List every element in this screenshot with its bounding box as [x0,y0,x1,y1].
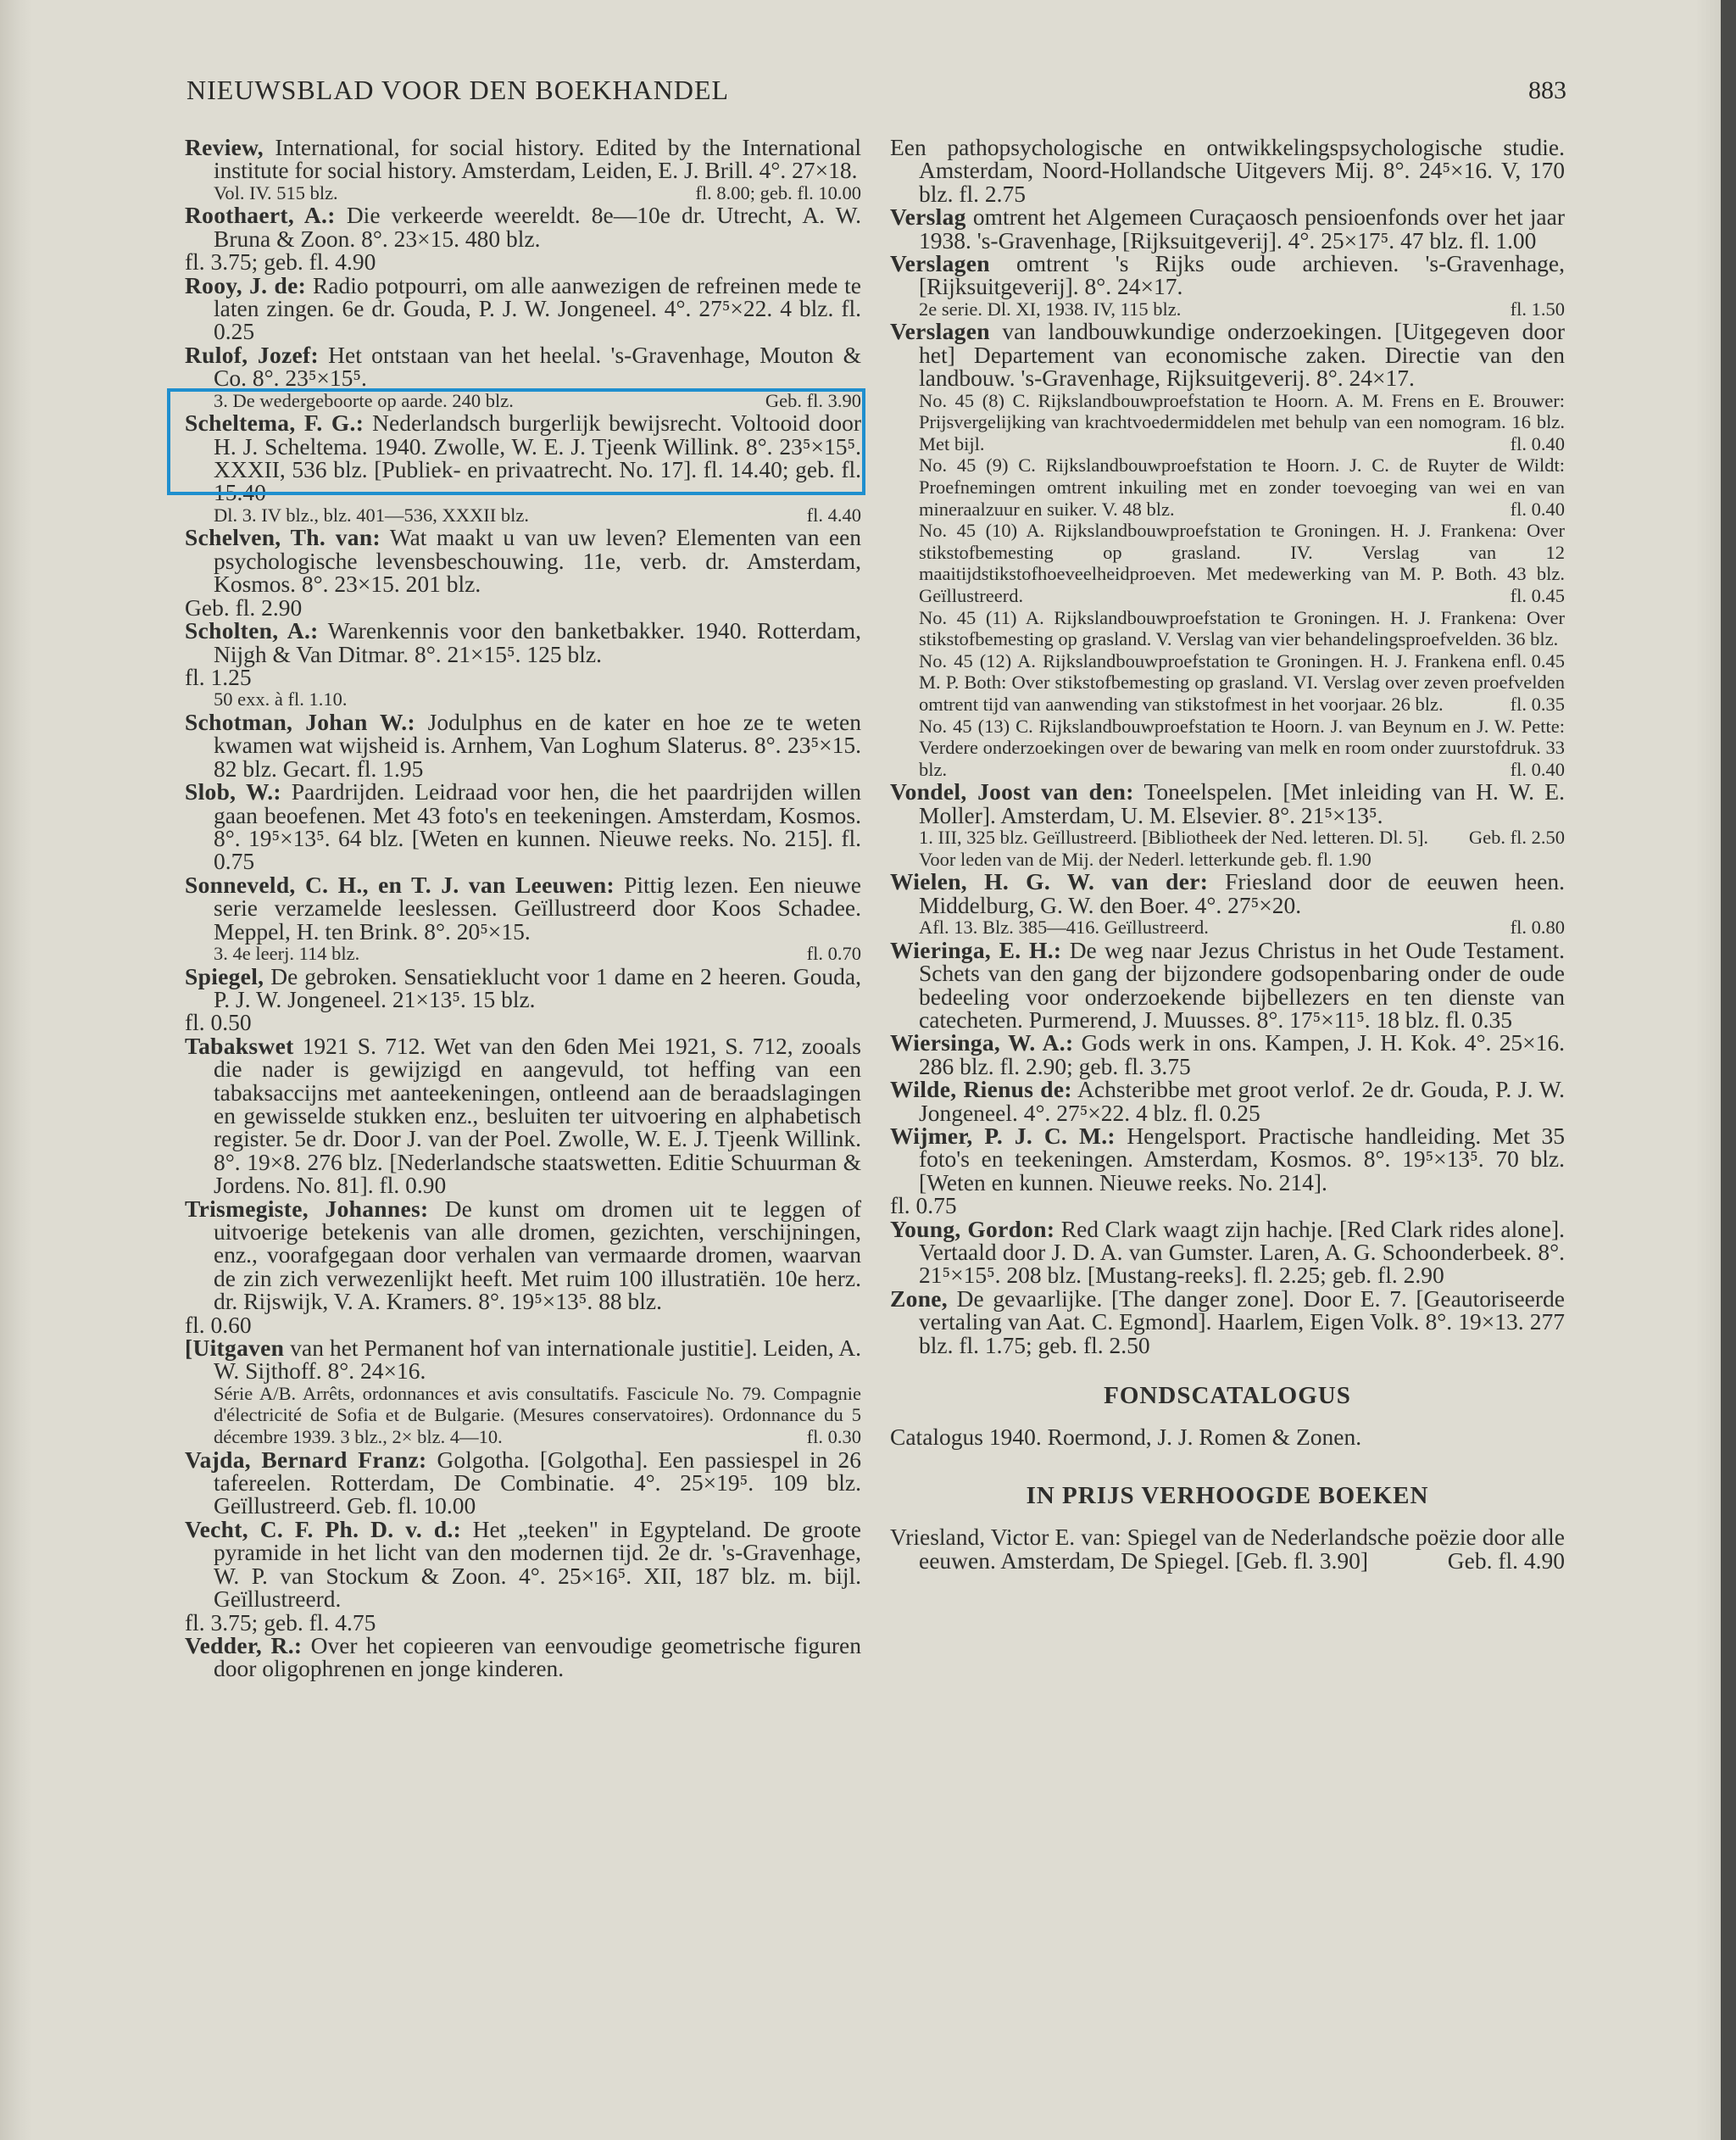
entry-text [890,318,1566,392]
entry-price: fl. 1.25 [185,663,252,690]
entry-description: Pittig lezen. Een nieuwe serie verzamelde leeslessen. Geïllustreerd door Koos Schadee. Meppel, H. ten Brink. 8°. 20⁵×15. [214,871,862,945]
catalogue-entry [185,619,861,711]
entry-text [890,1215,1565,1289]
note-text: Afl. 13. Blz. 385—416. Geïllustreerd. [919,917,1209,939]
note-price: fl. 1.50 [1510,298,1565,320]
entry-description: De gevaarlijke. [The danger zone]. Door E. 7. [Geautoriseerde vertaling van Aat. C. Egmond]. Haarlem, Eigen Volk. 8°. 19×13. 277 blz. fl. 1.75; geb. fl. 2.50 [919,1285,1565,1358]
entry-description: Hengelsport. Practische handleiding. Met 35 foto's en teekeningen. Amsterdam, Kosmos. 8°. 19⁵×13⁵. 70 blz. [Weten en kunnen. Nieuwe reeks. No. 214]. [919,1123,1565,1195]
catalogue-entry [185,202,861,276]
entry-note [185,182,861,204]
entry-description: Jodulphus en de kater en hoe ze te weten kwamen wat wijsheid is. Arnhem, Van Loghum Slaterus. 8°. 23⁵×15. 82 blz. Gecart. fl. 1.95 [214,708,862,782]
entry-author: Vecht, C. F. Ph. D. v. d.: [185,1515,462,1542]
catalogue-entry [185,873,861,965]
entry-description: Wat maakt u van uw leven? Elementen van een psychologische levensbeschouwing. 11e, verb. dr. Amsterdam, Kosmos. 8°. 23×15. 201 blz. [214,524,861,598]
entry-description: De kunst om dromen uit te leggen of uitvoerige betekenis van alle dromen, gezichten, verschijningen, enz., voorafgegaan door verhalen van vermaarde dromen, waarvan de zin zich verwezenlijkt heeft. Met ruim 100 illustratiën. 10e herz. dr. Rijswijk, V. A. Kramers. 8°. 19⁵×13⁵. 88 blz. [214,1195,862,1315]
entry-description: Toneelspelen. [Met inleiding van H. W. E. Moller]. Amsterdam, U. M. Elsevier. 8°. 21⁵×13⁵. [919,778,1565,828]
entry-description: International, for social history. Edited by the International institute for social history. Amsterdam, Leiden, E. J. Brill. 4°. 27×18. [214,134,862,184]
catalogue-entry [890,320,1565,780]
verhoogd-price: Geb. fl. 4.90 [1447,1546,1565,1574]
entry-description: Golgotha. [Golgotha]. Een passiespel in 26 tafereelen. Rotterdam, De Combinatie. 4°. 25×19⁵. 109 blz. Geïllustreerd. Geb. fl. 10.00 [214,1446,862,1519]
entry-text [185,1336,861,1383]
note-text: 1. III, 325 blz. Geïllustreerd. [Bibliotheek der Ned. letteren. Dl. 5]. [919,827,1429,849]
entry-note [890,917,1565,939]
catalogue-entry [185,780,861,873]
entry-description: Over het copieeren van eenvoudige geometrische figuren door oligophrenen en jonge kinderen. [214,1631,862,1682]
note-text: Vol. IV. 515 blz. [214,181,338,203]
entry-note [890,827,1565,849]
catalogue-entry [890,252,1565,320]
right-column [890,136,1565,1572]
note-text: No. 45 (10) A. Rijkslandbouwproefstation te Groningen. H. J. Frankena: Over stikstofbemesting op grasland. IV. Verslag van 12 maaitijdstikstofhoeveelheidproeven. Met medewerking van M. P. Both. 43 blz. Geïllustreerd. [919,520,1565,606]
entry-description: De weg naar Jezus Christus in het Oude Testament. Schets van den gang der bijzondere godsopenbaring onder de oude bedeeling voor onderzoekende bijbellezers en ten dienste van catecheten. Purmerend, J. Muusses. 8°. 17⁵×11⁵. 18 blz. fl. 0.35 [919,936,1566,1033]
note-price: fl. 0.70 [806,942,861,964]
entry-text [185,1515,861,1613]
entry-author: Vedder, R.: [185,1631,303,1658]
entry-note [890,650,1565,716]
entry-author: Young, Gordon: [890,1215,1055,1242]
catalogue-entry [890,1031,1565,1078]
entry-author: Schotman, Johan W.: [185,708,415,735]
note-text: No. 45 (8) C. Rijkslandbouwproefstation te Hoorn. A. M. Frens en E. Brouwer: Prijsvergelijking van krachtvoedermiddelen met behulp van een nomogram. 16 blz. Met bijl. [919,389,1565,454]
entry-note [890,716,1565,781]
catalogue-entry [185,526,861,619]
note-price: fl. 0.40 [1510,758,1565,780]
entry-note [185,390,861,412]
left-column [185,136,861,1680]
catalogue-entry [890,1078,1565,1124]
entry-text [890,136,1565,205]
entry-note [890,454,1565,520]
entry-author: Slob, W.: [185,778,281,805]
note-price: fl. 0.45 [1510,585,1565,606]
entry-author: Wilde, Rienus de: [890,1076,1072,1103]
entry-author: Wijmer, P. J. C. M.: [890,1123,1116,1149]
catalogue-entry [185,1336,861,1448]
catalogue-entry [185,411,861,526]
entry-text [185,619,861,666]
catalogue-entry [185,1515,861,1636]
catalogue-entry [890,205,1565,252]
note-text: 2e serie. Dl. XI, 1938. IV, 115 blz. [919,298,1182,320]
entry-text [890,870,1565,917]
entry-text [890,1031,1565,1078]
entry-author: Wiersinga, W. A.: [890,1029,1074,1056]
entry-description: Het „teeken" in Egypteland. De groote pyramide in het licht van den modernen tijd. 2e dr. 's-Gravenhage, W. P. van Stockum & Zoon. 4°. 25×16⁵. XII, 187 blz. m. bijl. Geïllustreerd. [214,1515,861,1613]
entry-author: Verslagen [890,250,990,277]
note-price: fl. 0.35 [1510,693,1565,715]
entry-description: Paardrijden. Leidraad voor hen, die het paardrijden willen gaan beoefenen. Met 43 foto's en teekeningen. Amsterdam, Kosmos. 8°. 19⁵×13⁵. 64 blz. [Weten en kunnen. Nieuwe reeks. No. 215]. fl. 0.75 [214,778,861,875]
entry-description: Warenkennis voor den banketbakker. 1940. Rotterdam, Nijgh & Van Ditmar. 8°. 21×15⁵. 125 blz. [214,617,861,667]
entry-author: Wieringa, E. H.: [890,936,1062,963]
entry-price: fl. 0.60 [185,1311,252,1338]
note-price: fl. 0.45 [1510,649,1565,672]
entry-price: fl. 0.75 [890,1192,957,1219]
entry-text [890,780,1565,827]
entry-text [185,873,861,943]
entry-description: omtrent het Algemeen Curaçaosch pensioenfonds over het jaar 1938. 's-Gravenhage, [Rijksuitgeverij]. 4°. 25×17⁵. 47 blz. fl. 1.00 [919,203,1565,254]
note-price: fl. 0.80 [1510,917,1565,939]
entry-description: Friesland door de eeuwen heen. Middelburg, G. W. den Boer. 4°. 27⁵×20. [919,868,1565,918]
entry-text [185,1631,862,1682]
note-price: fl. 0.40 [1510,432,1565,454]
entry-author: Vondel, Joost van den: [890,778,1134,805]
entry-text [185,343,861,390]
fondscatalogus-heading: FONDSCATALOGUS [1104,1382,1351,1410]
entry-description: Gods werk in ons. Kampen, J. H. Kok. 4°. 25×16. 286 blz. fl. 2.90; geb. fl. 3.75 [919,1029,1565,1079]
entry-text [185,780,861,873]
entry-description: Die verkeerde weereldt. 8e—10e dr. Utrecht, A. W. Bruna & Zoon. 8°. 23×15. 480 blz. [214,202,861,252]
catalogue-entry [890,936,1566,1033]
note-text: No. 45 (13) C. Rijkslandbouwproefstation te Hoorn. J. van Beynum en J. W. Pette: Verdere onderzoekingen over de bewaring van melk en room onder zuurstofdruk. 33 blz. [919,715,1565,780]
note-text: 50 exx. à fl. 1.10. [214,688,348,711]
catalogue-entry [890,1287,1565,1357]
entry-text [185,708,862,782]
entry-text [890,205,1565,252]
entry-text [890,1078,1565,1124]
entry-text [185,1034,861,1197]
entry-text [185,203,861,250]
catalogue-entry [185,1448,861,1518]
verhoogd-text: Vriesland, Victor E. van: Spiegel van de Nederlandsche poëzie door alle eeuwen. Amsterdam, De Spiegel. [Geb. fl. 3.90] [890,1524,1565,1574]
note-price: fl. 8.00; geb. fl. 10.00 [695,181,861,203]
entry-author: Vajda, Bernard Franz: [185,1446,427,1473]
entry-price: fl. 0.50 [185,1009,252,1036]
catalogue-entry [890,870,1565,938]
entry-description: omtrent 's Rijks oude archieven. 's-Gravenhage, [Rijksuitgeverij]. 8°. 24×17. [919,250,1566,300]
entry-description: 1921 S. 712. Wet van den 6den Mei 1921, S. 712, zooals die nader is gewijzigd en aangevuld, tot heffing van een tabaksaccijns met aanteekeningen, ontleend aan de beraadslagingen en gewisselde stukken enz., besluiten ter uitvoering en alphabetisch register. 5e dr. Door J. van der Poel. Zwolle, W. E. J. Tjeenk Willink. 8°. 19×8. 276 blz. [Nederlandsche staatswetten. Editie Schuurman & Jordens. No. 81]. fl. 0.90 [214,1032,861,1199]
entry-description: Een pathopsychologische en ontwikkelingspsychologische studie. Amsterdam, Noord-Hollandsche Uitgevers Mij. 8°. 24⁵×16. V, 170 blz. fl. 2.75 [890,134,1565,207]
entry-text [890,936,1566,1033]
entry-author: Rulof, Jozef: [185,341,319,368]
entry-description: van het Permanent hof van internationale justitie]. Leiden, A. W. Sijthoff. 8°. 24×16. [214,1335,861,1385]
catalogue-entry [185,271,862,345]
entry-text [185,411,861,504]
entry-author: Trismegiste, Johannes: [185,1195,429,1222]
note-text: Série A/B. Arrêts, ordonnances et avis consultatifs. Fascicule No. 79. Compagnie d'électricité de Sofia et de Bulgarie. (Mesures conservatoires). Ordonnance du 5 décembre 1939. 3 blz., 2× blz. 4—10. [214,1382,861,1448]
note-text: Dl. 3. IV blz., blz. 401—536, XXXII blz. [214,504,530,526]
note-text: No. 45 (9) C. Rijkslandbouwproefstation te Hoorn. J. C. de Ruyter de Wildt: Proefnemingen omtrent inkuiling met en zonder toevoeging van wei en van mineraalzuur en suiker. V. 48 blz. [919,454,1565,520]
entry-description: Nederlandsch burgerlijk bewijsrecht. Voltooid door H. J. Scheltema. 1940. Zwolle, W. E. J. Tjeenk Willink. 8°. 23⁵×15⁵. XXXII, 536 blz. [Publiek- en privaatrecht. No. 17]. fl. 14.40; geb. fl. 15.40 [214,410,861,506]
entry-author: Schelven, Th. van: [185,524,381,551]
entry-text [185,136,861,182]
note-price: Geb. fl. 2.50 [1468,827,1565,849]
fondscatalogus-entry [890,1424,1565,1451]
page-edge-shadow [1695,0,1721,2140]
entry-note [890,849,1565,871]
entry-text [185,524,861,598]
entry-author: Roothaert, A.: [185,202,336,229]
note-price: fl. 4.40 [806,504,861,526]
catalogue-entry [185,1034,861,1197]
verhoogd-heading: IN PRIJS VERHOOGDE BOEKEN [1026,1482,1429,1510]
entry-author: Zone, [890,1285,948,1312]
entry-text [185,962,861,1012]
entry-author: Wielen, H. G. W. van der: [890,868,1209,895]
entry-text [890,252,1565,298]
entry-author: Tabakswet [185,1032,294,1059]
catalogue-entry [185,962,861,1036]
note-text: Voor leden van de Mij. der Nederl. letterkunde geb. fl. 1.90 [919,848,1372,870]
catalogue-entry [185,343,861,411]
entry-note [890,520,1565,606]
entry-note [185,1383,861,1448]
note-price: fl. 0.30 [806,1426,861,1448]
entry-note [185,943,861,965]
entry-description: De gebroken. Sensatieklucht voor 1 dame en 2 heeren. Gouda, P. J. W. Jongeneel. 21×13⁵. 15 blz. [214,962,861,1012]
entry-author: Spiegel, [185,962,264,989]
running-header: NIEUWSBLAD VOOR DEN BOEKHANDEL [186,75,730,105]
entry-note [890,298,1565,320]
catalogue-entry [890,1215,1565,1289]
entry-description: Radio potpourri, om alle aanwezigen de refreinen mede te laten zingen. 6e dr. Gouda, P. J. W. Jongeneel. 4°. 27⁵×22. 4 blz. fl. 0.25 [214,271,862,345]
entry-text [185,1448,861,1518]
fondscatalogus-text: Catalogus 1940. Roermond, J. J. Romen & Zonen. [890,1424,1362,1451]
catalogue-entry [890,136,1565,205]
note-text: No. 45 (12) A. Rijkslandbouwproefstation te Groningen. H. J. Frankena en M. P. Both: Over stikstofbemesting op grasland. VI. Verslag over zeven proefvelden omtrent tijd van aanwending van stikstofmest in het voorjaar. 26 blz. [919,649,1565,715]
catalogue-entry [185,136,861,203]
entry-note [185,688,861,711]
note-price: fl. 0.40 [1510,498,1565,520]
catalogue-entry [890,1124,1565,1218]
entry-author: Review, [185,134,264,160]
entry-note [185,504,861,527]
catalogue-entry [185,708,862,782]
entry-description: van landbouwkundige onderzoekingen. [Uitgegeven door het] Departement van economische zaken. Directie van den landbouw. 's-Gravenhage, Rijksuitgeverij. 8°. 24×17. [919,318,1566,392]
entry-text [890,1124,1565,1194]
note-text: 3. 4e leerj. 114 blz. [214,942,360,964]
right-entries [890,136,1565,1357]
note-text: No. 45 (11) A. Rijkslandbouwproefstation te Groningen. H. J. Frankena: Over stikstofbemesting op grasland. V. Verslag van vier behandelingsproefvelden. 36 blz. [919,606,1565,650]
note-price: Geb. fl. 3.90 [765,389,861,411]
entry-author: [Uitgaven [185,1335,285,1362]
note-text: 3. De wedergeboorte op aarde. 240 blz. [214,389,514,411]
entry-author: Rooy, J. de: [185,271,307,298]
catalogue-entry [890,780,1565,870]
entry-author: Sonneveld, C. H., en T. J. van Leeuwen: [185,871,615,898]
entry-author: Verslagen [890,318,990,345]
entry-price: fl. 3.75; geb. fl. 4.75 [185,1608,376,1636]
entry-price: fl. 3.75; geb. fl. 4.90 [185,248,376,276]
entry-text [890,1287,1565,1357]
entry-text [185,1197,861,1313]
entry-description: Achsteribbe met groot verlof. 2e dr. Gouda, P. J. W. Jongeneel. 4°. 27⁵×22. 4 blz. fl. 0.25 [919,1076,1566,1126]
verhoogd-entry [890,1525,1565,1572]
entry-text [185,271,862,345]
entry-author: Verslag [890,203,966,231]
catalogue-entry [185,1631,862,1682]
entry-description: Het ontstaan van het heelal. 's-Gravenhage, Mouton & Co. 8°. 23⁵×15⁵. [214,341,861,392]
entry-price: Geb. fl. 2.90 [185,594,303,621]
entry-author: Scheltema, F. G.: [185,410,364,437]
entry-note [890,390,1565,455]
catalogue-entry [185,1197,861,1336]
page-binding-shadow [0,0,32,2140]
entry-note [890,606,1565,672]
entry-description: Red Clark waagt zijn hachje. [Red Clark rides alone]. Vertaald door J. D. A. van Gumster. Laren, A. G. Schoonderbeek. 8°. 21⁵×15⁵. 208 blz. [Mustang-reeks]. fl. 2.25; geb. fl. 2.90 [919,1215,1565,1289]
entry-author: Scholten, A.: [185,617,319,644]
page-number: 883 [1528,76,1566,104]
